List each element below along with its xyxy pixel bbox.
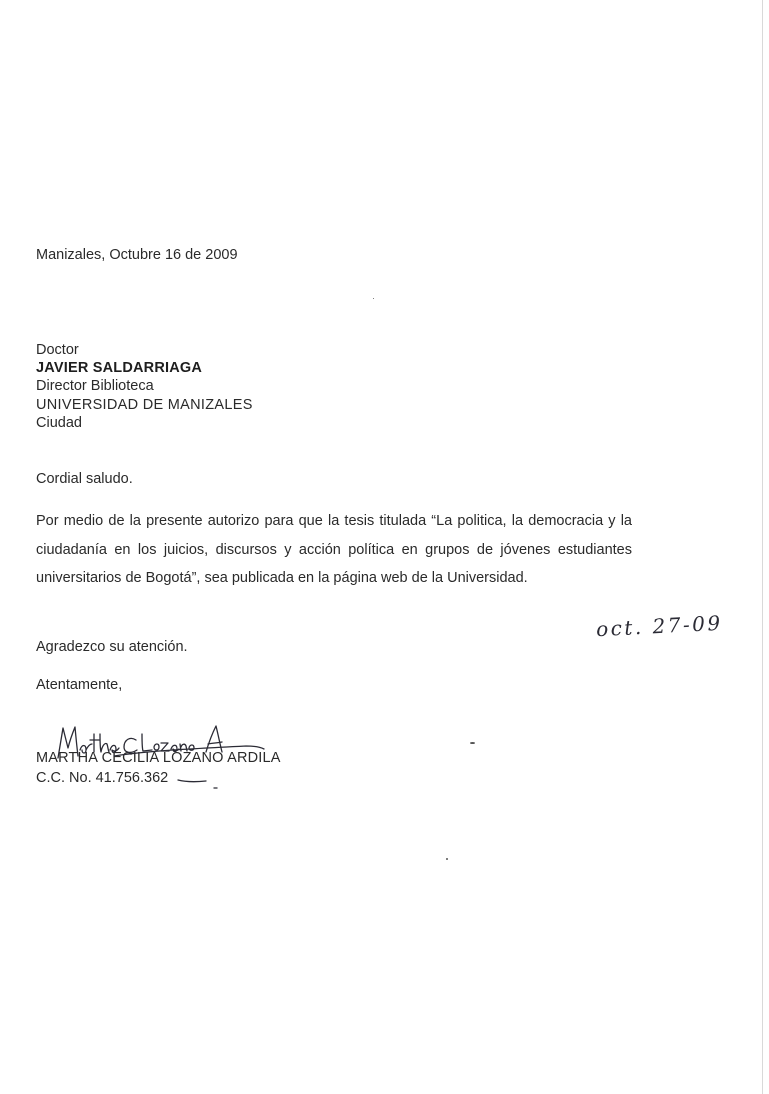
scan-speck	[470, 742, 475, 744]
signer-name: MARTHA CECILIA LOZANO ARDILA	[36, 750, 281, 766]
body-paragraph: Por medio de la presente autorizo para que la tesis titulada “La politica, la democracia y la ciudadanía en los juicios, discursos y acción política en grupos de jóvenes estudiantes universitarios de Bogotá”, sea publicada en la página web de la Universidad.	[36, 513, 632, 586]
handwritten-date-note: oct. 27-09	[595, 610, 724, 642]
date-line: Manizales, Octubre 16 de 2009	[36, 247, 238, 263]
thanks-line: Agradezco su atención.	[36, 639, 188, 655]
addressee-city: Ciudad	[36, 415, 82, 431]
addressee-title: Doctor	[36, 342, 79, 358]
addressee-role: Director Biblioteca	[36, 378, 154, 394]
addressee-name: JAVIER SALDARRIAGA	[36, 360, 203, 376]
page-edge-shadow	[762, 0, 763, 1094]
scan-speck	[373, 298, 374, 299]
closing-line: Atentamente,	[36, 677, 123, 693]
addressee-organization: UNIVERSIDAD DE MANIZALES	[36, 397, 253, 413]
signature-scribble	[36, 720, 276, 800]
greeting: Cordial saludo.	[36, 471, 133, 487]
scan-speck	[446, 858, 448, 860]
signer-id-number: C.C. No. 41.756.362	[36, 770, 169, 786]
